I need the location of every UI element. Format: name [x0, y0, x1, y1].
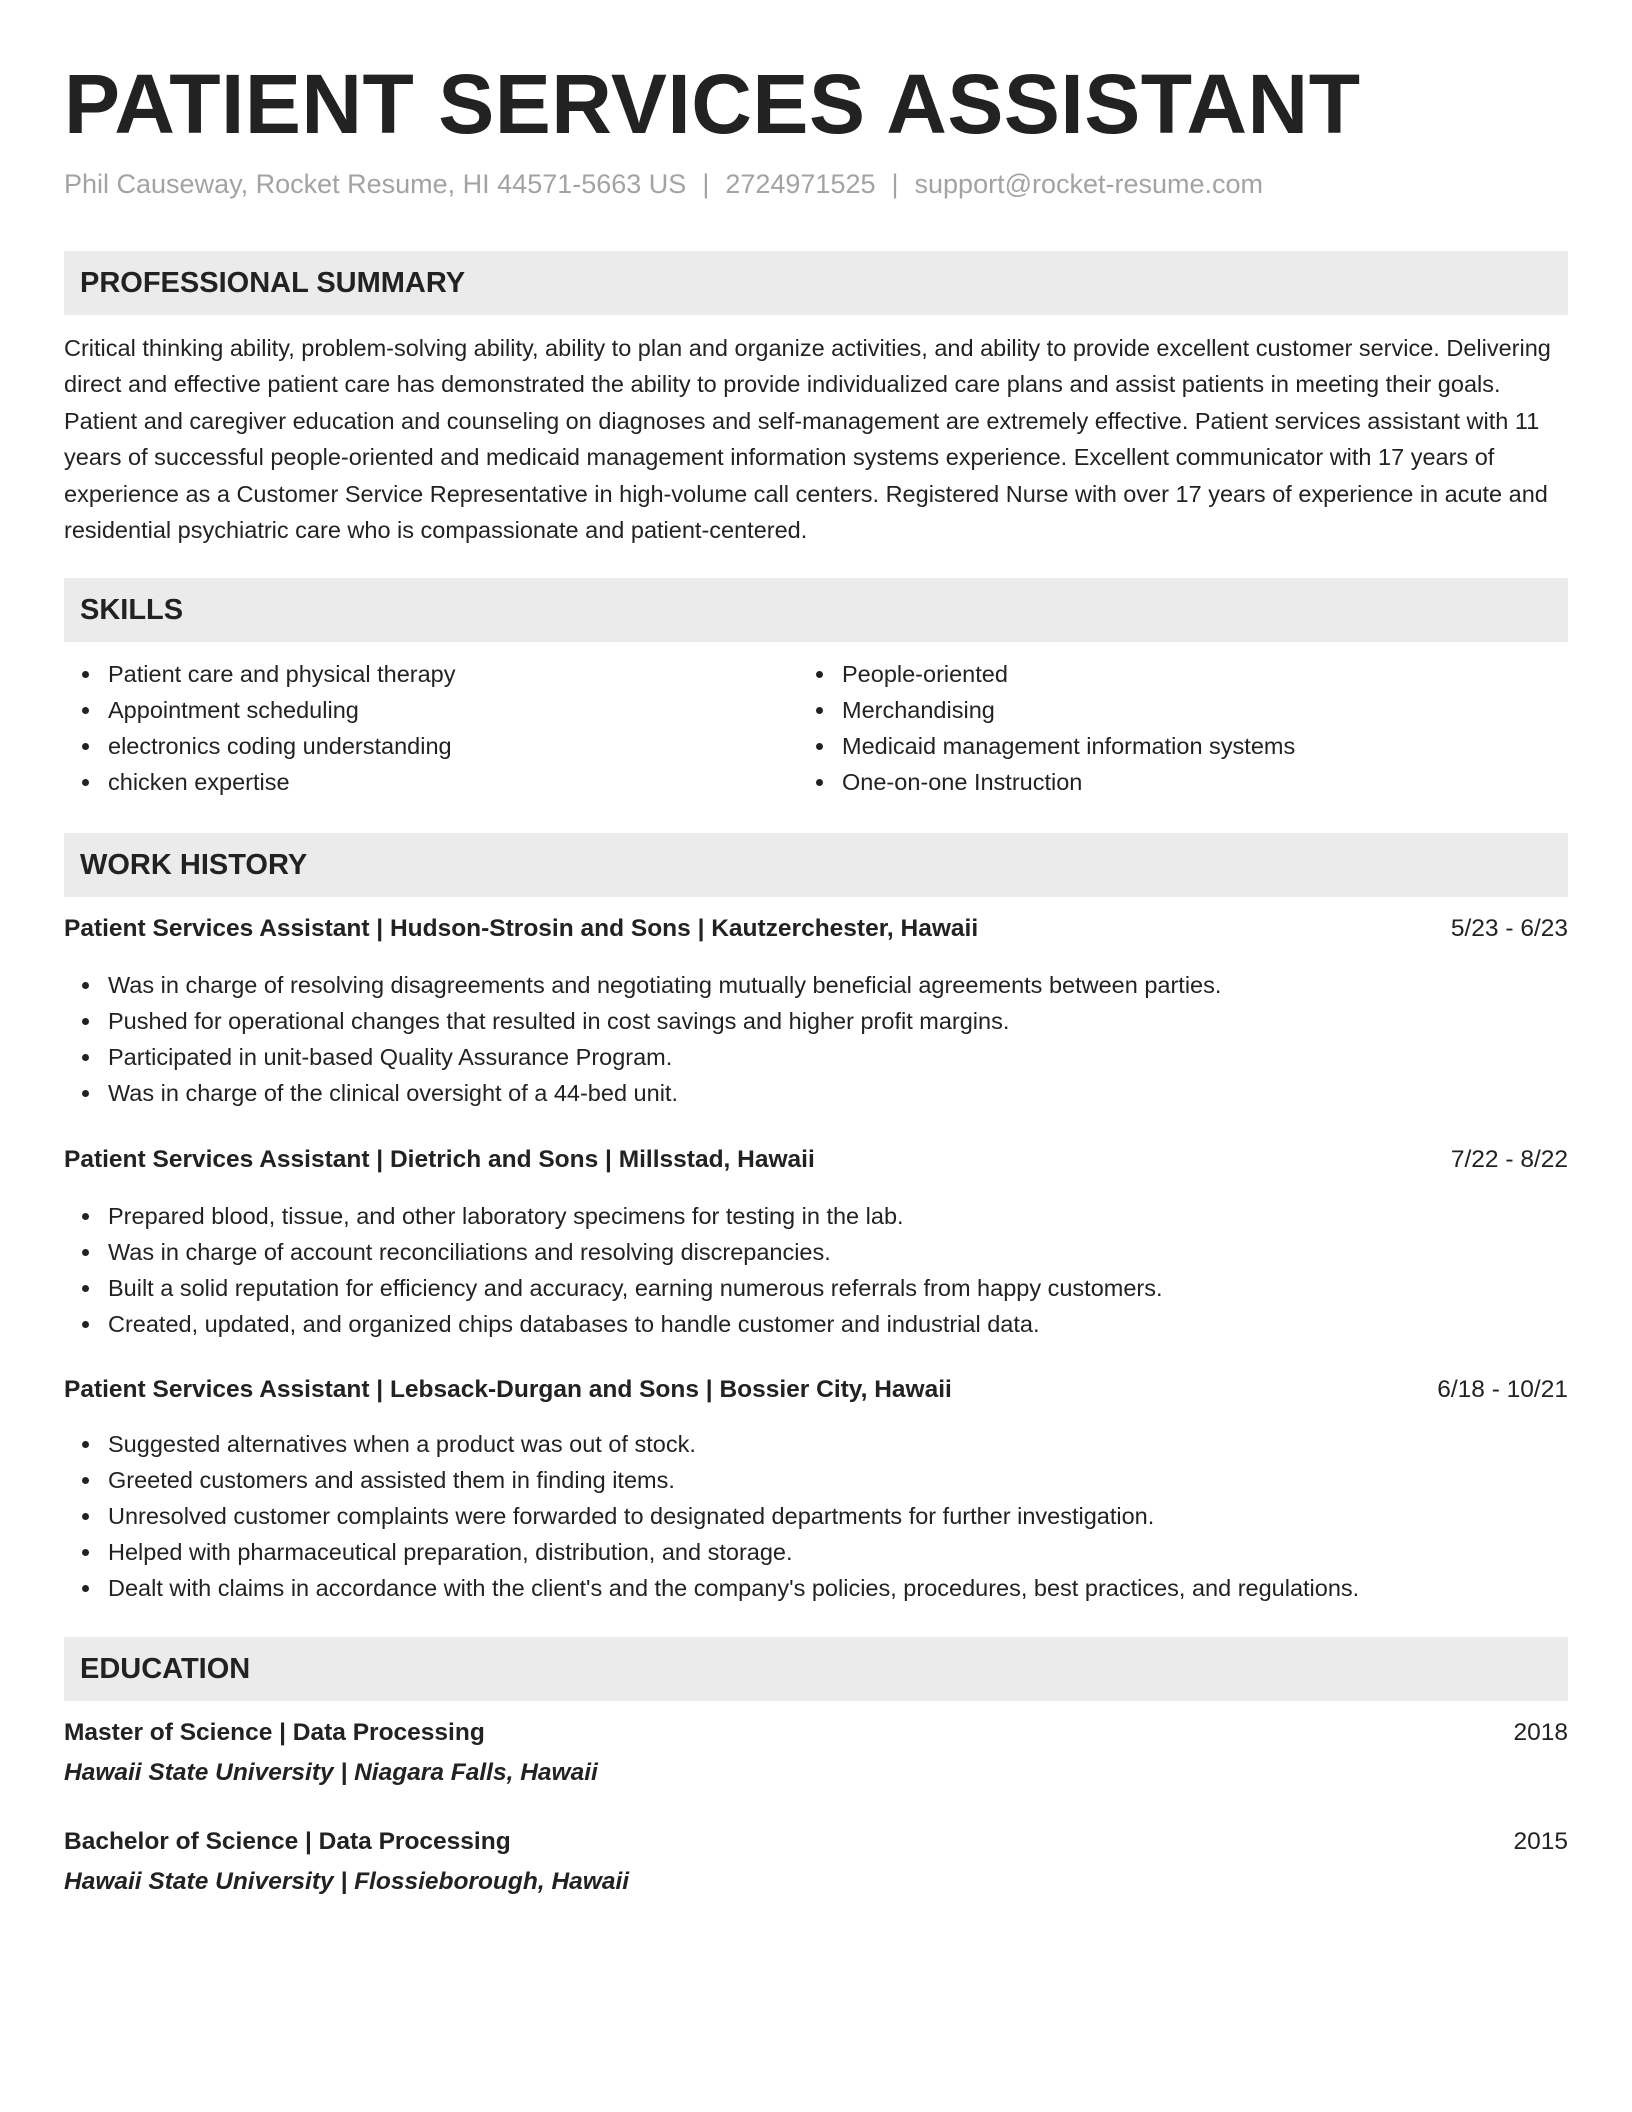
skill-item: Appointment scheduling — [64, 692, 764, 728]
job-title: Patient Services Assistant | Hudson-Strosin and Sons | Kautzerchester, Hawaii — [64, 915, 979, 942]
contact-separator: | — [702, 169, 710, 199]
skill-item: People-oriented — [798, 656, 1498, 692]
summary-text: Critical thinking ability, problem-solving ability, ability to plan and organize activities, and ability to provide excellent customer service. Delivering direct and effective patient care has demonstrated the ability to provide individualized care plans and assist patients in meeting their goals. Patient and caregiver education and counseling on diagnoses and self-management are extremely effective. Patient services assistant with 11 years of successful people-oriented and medicaid management information systems experience. Excellent communicator with 17 years of experience as a Customer Service Representative in high-volume call centers. Registered Nurse with over 17 years of experience in acute and residential psychiatric care who is compassionate and patient-centered. — [64, 335, 1551, 544]
education-school: Hawaii State University | Niagara Falls, Hawaii — [64, 1759, 598, 1786]
job-bullet: Was in charge of resolving disagreements and negotiating mutually beneficial agreements between parties. — [64, 967, 1568, 1003]
contact-address: Phil Causeway, Rocket Resume, HI 44571-5663 US — [64, 169, 687, 199]
contact-line — [64, 166, 1263, 202]
skill-item: chicken expertise — [64, 764, 764, 800]
job-bullet: Greeted customers and assisted them in finding items. — [64, 1462, 1568, 1498]
job-bullet: Was in charge of account reconciliations and resolving discrepancies. — [64, 1234, 1568, 1270]
contact-separator: | — [891, 169, 899, 199]
section-heading-work: WORK HISTORY — [64, 833, 1568, 897]
job-bullet: Created, updated, and organized chips databases to handle customer and industrial data. — [64, 1306, 1568, 1342]
job-dates: 6/18 - 10/21 — [1437, 1376, 1568, 1403]
job-bullet: Participated in unit-based Quality Assurance Program. — [64, 1039, 1568, 1075]
skill-item: One-on-one Instruction — [798, 764, 1498, 800]
education-year: 2015 — [1513, 1828, 1568, 1855]
job-dates: 7/22 - 8/22 — [1450, 1146, 1568, 1173]
job-bullet: Built a solid reputation for efficiency and accuracy, earning numerous referrals from happy customers. — [64, 1270, 1568, 1306]
job-dates: 5/23 - 6/23 — [1450, 915, 1568, 942]
job-bullets — [64, 1198, 1568, 1342]
job-bullet: Dealt with claims in accordance with the client's and the company's policies, procedures, best practices, and regulations. — [64, 1570, 1568, 1606]
skill-item: electronics coding understanding — [64, 728, 764, 764]
job-bullet: Unresolved customer complaints were forwarded to designated departments for further investigation. — [64, 1498, 1568, 1534]
education-degree: Master of Science | Data Processing — [64, 1719, 485, 1746]
contact-phone: 2724971525 — [725, 169, 876, 199]
skill-item: Patient care and physical therapy — [64, 656, 764, 692]
job-bullet: Suggested alternatives when a product was out of stock. — [64, 1426, 1568, 1462]
job-bullet: Was in charge of the clinical oversight of a 44-bed unit. — [64, 1075, 1568, 1111]
section-heading-summary: PROFESSIONAL SUMMARY — [64, 251, 1568, 315]
skill-item: Medicaid management information systems — [798, 728, 1498, 764]
job-bullet: Helped with pharmaceutical preparation, distribution, and storage. — [64, 1534, 1568, 1570]
section-heading-education: EDUCATION — [64, 1637, 1568, 1701]
job-title: Patient Services Assistant | Lebsack-Durgan and Sons | Bossier City, Hawaii — [64, 1376, 952, 1403]
skills-list-left — [64, 656, 764, 800]
section-heading-skills: SKILLS — [64, 578, 1568, 642]
education-school: Hawaii State University | Flossieborough, Hawaii — [64, 1868, 630, 1895]
contact-email: support@rocket-resume.com — [914, 169, 1264, 199]
education-degree: Bachelor of Science | Data Processing — [64, 1828, 511, 1855]
skill-item: Merchandising — [798, 692, 1498, 728]
job-title: Patient Services Assistant | Dietrich and Sons | Millsstad, Hawaii — [64, 1146, 815, 1173]
resume-title: PATIENT SERVICES ASSISTANT — [64, 57, 1361, 151]
job-bullets — [64, 1426, 1568, 1606]
job-bullet: Pushed for operational changes that resulted in cost savings and higher profit margins. — [64, 1003, 1568, 1039]
job-bullet: Prepared blood, tissue, and other laboratory specimens for testing in the lab. — [64, 1198, 1568, 1234]
job-bullets — [64, 967, 1568, 1111]
skills-list-right — [798, 656, 1498, 800]
education-year: 2018 — [1513, 1719, 1568, 1746]
